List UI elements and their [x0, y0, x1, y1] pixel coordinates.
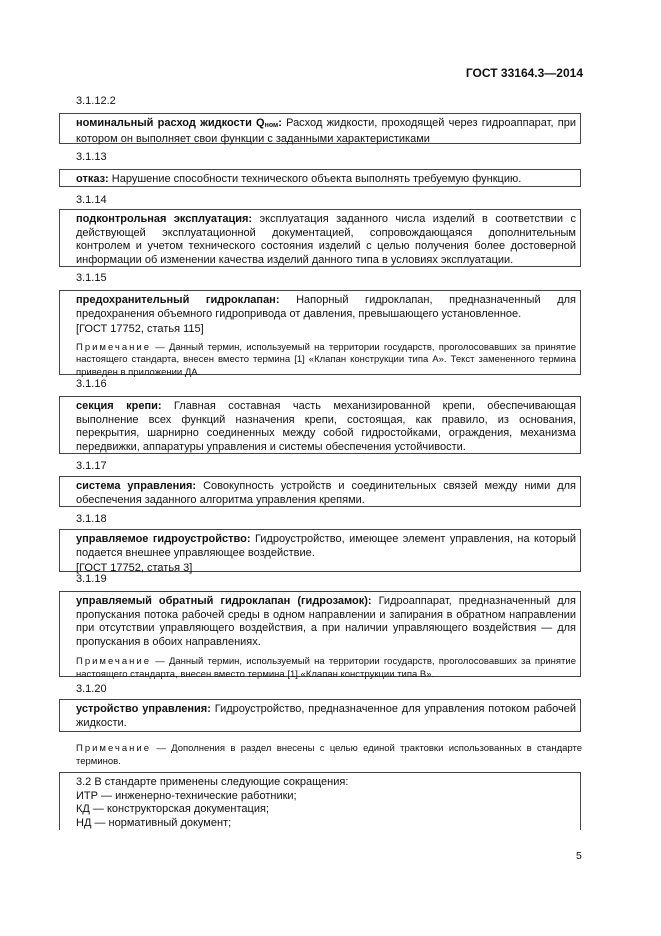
clause-number: 3.1.16: [76, 378, 107, 390]
term-definition: секция крепи: Главная составная часть механизированной крепи, обеспечивающая выполнение всех функций назначения крепи, состоящая, как правило, из основания, перекрытия, шарнирно соединенных между собой гидростойками, ограждения, механизма передвижки, аппаратуры управления и системы обеспечения устойчивости.: [76, 400, 576, 453]
term-definition: подконтрольная эксплуатация: эксплуатация заданного числа изделий в соответствии с действующей эксплуатационной документацией, сопровождающаяся дополнительным контролем и учетом технического состояния изделий с целью получения более достоверной информации об изменении качества изделий данного типа в условиях эксплуатации.: [76, 213, 577, 266]
term-name: система управления:: [76, 480, 197, 492]
term-box: [59, 529, 581, 572]
source-reference: [ГОСТ 17752, статья 3]: [76, 562, 193, 574]
term-box: [59, 396, 581, 454]
term-box: [59, 699, 581, 732]
term-note: Примечание — Данный термин, используемый на территории государств, проголосовавших за принятие настоящего стандарта, внесен вместо термина [1] «Клапан конструкции типа А». Текст замененного термина приведен в приложении ДА.: [76, 341, 576, 378]
term-name: отказ:: [76, 173, 109, 185]
clause-number: 3.1.13: [76, 151, 107, 163]
term-name: управляемое гидроустройство:: [76, 533, 251, 545]
term-name: подконтрольная эксплуатация:: [76, 213, 253, 225]
term-definition: предохранительный гидроклапан: Напорный гидроклапан, предназначенный для предохранения объемного гидропривода от давления, превышающего установленное.: [76, 294, 576, 320]
general-note: Примечание — Дополнения в раздел внесены с целью единой трактовки использованных в стандарте терминов.: [76, 743, 582, 767]
document-header: ГОСТ 33164.3—2014: [465, 66, 583, 80]
term-definition: управляемое гидроустройство: Гидроустройство, имеющее элемент управления, на который подается внешнее управляющее воздействие.: [76, 533, 576, 559]
term-definition: отказ: Нарушение способности технического объекта выполнять требуемую функцию.: [76, 173, 522, 185]
clause-number: 3.1.20: [76, 683, 107, 695]
term-box: [59, 290, 581, 378]
abbreviation-item: КД — конструкторская документация;: [76, 803, 269, 815]
term-name: устройство управления:: [76, 703, 211, 715]
term-definition: управляемый обратный гидроклапан (гидрозамок): Гидроаппарат, предназначенный для пропускания потока рабочей среды в одном направлении и запирания в обратном направлении при отсутствии управляющего воздействия, а при наличии управляющего воздействия — для пропускания в обоих направлениях.: [76, 595, 576, 648]
term-name: предохранительный гидроклапан:: [76, 294, 280, 306]
abbreviation-item: ИТР — инженерно-технические работники;: [76, 789, 297, 802]
term-name: секция крепи:: [76, 400, 162, 412]
clause-number: 3.1.17: [76, 460, 107, 472]
term-definition: устройство управления: Гидроустройство, предназначенное для управления потоком рабочей жидкости.: [76, 703, 576, 729]
term-definition: система управления: Совокупность устройств и соединительных связей между ними для обеспечения заданного алгоритма управления крепями.: [76, 480, 577, 506]
clause-number: 3.1.15: [76, 272, 107, 284]
clause-number: 3.1.19: [76, 573, 107, 585]
term-box: [59, 209, 581, 267]
term-name: номинальный расход жидкости $Q_{ном}$:: [76, 117, 282, 129]
abbreviation-item: НД — нормативный документ;: [76, 816, 232, 829]
term-box: [59, 113, 581, 144]
abbreviations-list: [60, 773, 580, 832]
abbreviations-box: [59, 772, 581, 830]
term-box: [59, 169, 581, 187]
page-number: 5: [576, 850, 582, 862]
term-name: управляемый обратный гидроклапан (гидрозамок):: [76, 595, 372, 607]
term-note: Примечание — Данный термин, используемый на территории государств, проголосовавших за принятие настоящего стандарта, внесен вместо термина [1] «Клапан конструкции типа В».: [76, 656, 576, 680]
clause-number: 3.1.14: [76, 194, 107, 206]
term-definition: номинальный расход жидкости $Q_{ном}$: Расход жидкости, проходящей через гидроаппарат, при котором он выполняет свои функции с заданными характеристиками: [76, 117, 576, 145]
clause-number: 3.1.18: [76, 513, 107, 525]
source-reference: [ГОСТ 17752, статья 115]: [76, 323, 204, 335]
abbreviations-intro: 3.2 В стандарте применены следующие сокращения:: [76, 776, 349, 788]
clause-number: 3.1.12.2: [76, 95, 116, 107]
term-box: [59, 476, 581, 507]
term-box: [59, 591, 581, 680]
